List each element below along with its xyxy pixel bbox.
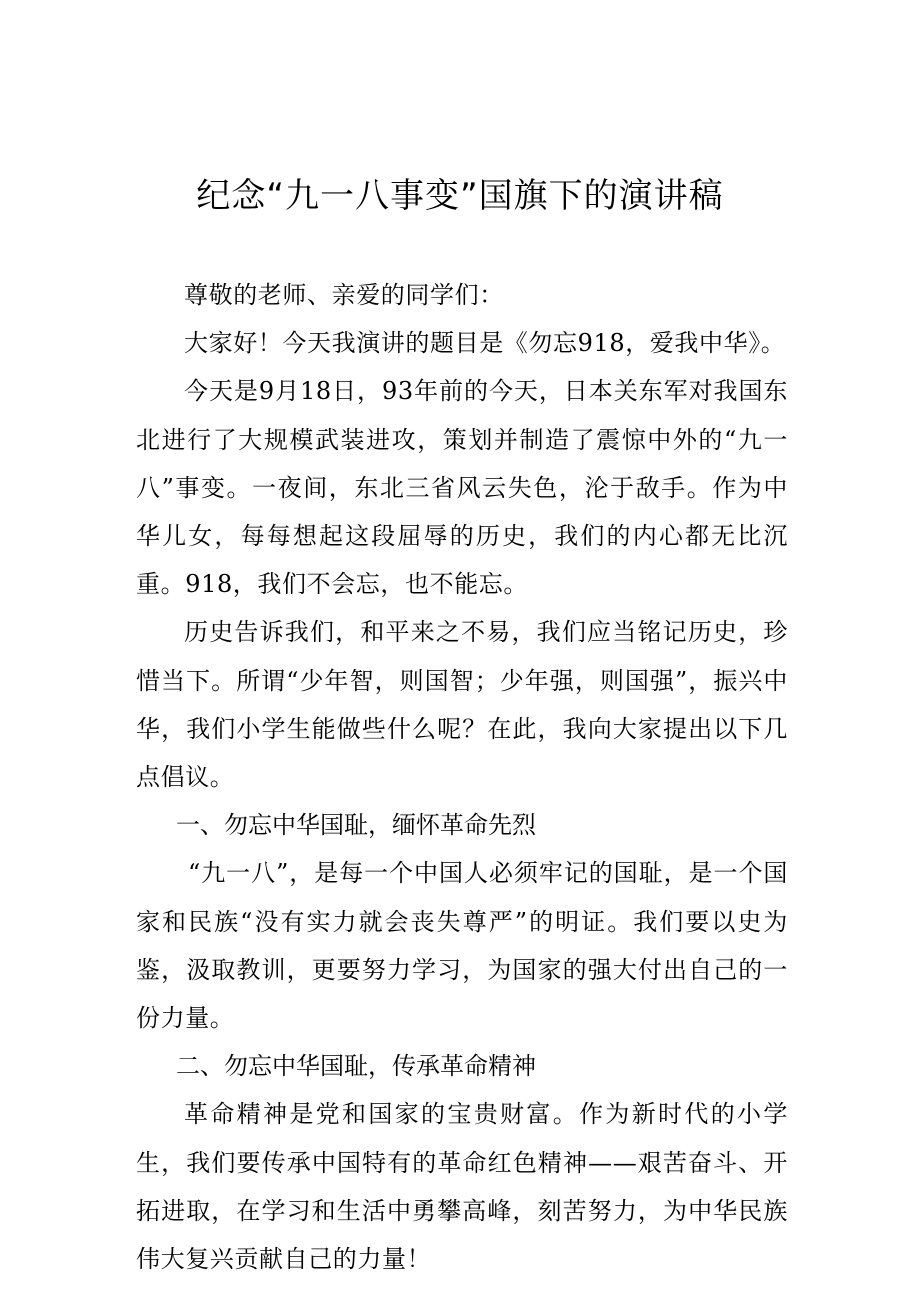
document-body (136, 271, 788, 1283)
section-2-paragraph: 革命精神是党和国家的宝贵财富。作为新时代的小学生，我们要传承中国特有的革命红色精神——艰苦奋斗、开拓进取，在学习和生活中勇攀高峰，刻苦努力，为中华民族伟大复兴贡献自己的力量！ (136, 1100, 788, 1274)
opening-paragraph: 大家好！今天我演讲的题目是《勿忘918，爱我中华》。 (184, 329, 786, 358)
document-title: 纪念“九一八事变”国旗下的演讲稿 (196, 176, 724, 216)
section-heading-2: 二、勿忘中华国耻，传承革命精神 (176, 1052, 536, 1081)
history-paragraph: 今天是9月18日，93年前的今天，日本关东军对我国东北进行了大规模武装进攻，策划并制造了震惊中外的“九一八”事变。一夜间，东北三省风云失色，沦于敌手。作为中华儿女，每每想起这段屈辱的历史，我们的内心都无比沉重。918，我们不会忘，也不能忘。 (136, 377, 788, 599)
greeting-paragraph: 尊敬的老师、亲爱的同学们： (184, 281, 504, 309)
proposal-intro-paragraph: 历史告诉我们，和平来之不易，我们应当铭记历史，珍惜当下。所谓“少年智，则国智；少年强，则国强”，振兴中华，我们小学生能做些什么呢？在此，我向大家提出以下几点倡议。 (136, 618, 788, 792)
section-1-paragraph: “九一八”，是每一个中国人必须牢记的国耻，是一个国家和民族“没有实力就会丧失尊严”的明证。我们要以史为鉴，汲取教训，更要努力学习，为国家的强大付出自己的一份力量。 (136, 859, 788, 1033)
section-heading-1: 一、勿忘中华国耻，缅怀革命先烈 (176, 811, 536, 840)
